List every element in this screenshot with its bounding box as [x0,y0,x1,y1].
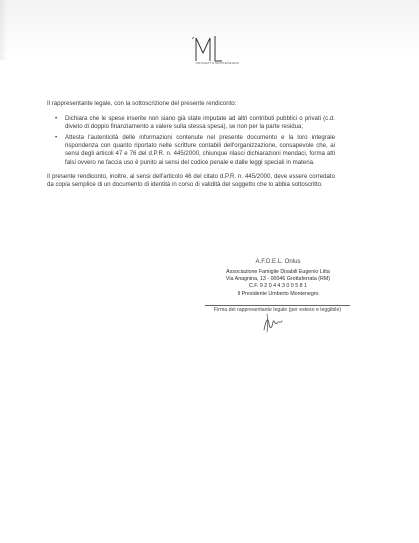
signature-stroke [267,314,268,332]
stamp-line: Associazione Famiglie Disabili Eugenio Litta [226,269,330,275]
declaration-item [47,115,335,131]
signature-label: Firma del rappresentante legale (per esteso e leggibile) [205,305,350,314]
declaration-text: Attesta l'autenticità delle informazioni contenute nel presente documento e la loro integrale rispondenza con quanto riportato nelle scritture contabili dell'organizzazione, consapevole che, ai sensi degli articoli 47 e 76 del d.P.R. n. 445/2000, chiunque rilasci dichiarazioni mendaci, forma atti falsi ovvero ne faccia uso è punito ai sensi del codice penale e dalle leggi speciali in materia. [65,134,335,166]
stamp-line: Il Presidente Umberto Montenegro [237,290,319,297]
intro-paragraph: Il rappresentante legale, con la sottoscrizione del presente rendiconto: [47,100,237,107]
declaration-item [47,134,335,166]
handwritten-signature [260,310,286,336]
bullet-icon: • [55,134,58,142]
stamp-line: Via Anagnina, 13 - 00046 Grottaferrata (RM) [225,276,331,283]
organization-stamp [213,258,343,298]
declaration-list [47,115,335,167]
signature-stroke [264,320,282,330]
bullet-icon: • [55,115,58,123]
organization-name: A.F.D.E.L. Onlus [255,258,301,265]
declaration-text: Dichiara che le spese inserite non siano già state imputate ad altri contributi pubblici o privati (c.d. divieto di doppio finanziamento a valere sulla stessa spesa), se non per la parte residua; [65,115,335,131]
closing-paragraph: Il presente rendiconto, inoltre, ai sensi dell'articolo 46 del citato d.P.R. n. 445/2000, deve essere corredato da copia semplice di un documento di identità in corso di validità del soggetto che lo abbia sottoscritto. [47,172,335,188]
stamp-line: C.F. 9 2 0 4 4 3 0 0 5 8 1 [248,283,307,290]
scan-edge [0,0,8,60]
logo-caption: PROGETTO MONTENEGRO [196,61,240,65]
document-body [47,100,335,189]
ml-logo-lettermark [192,36,222,61]
